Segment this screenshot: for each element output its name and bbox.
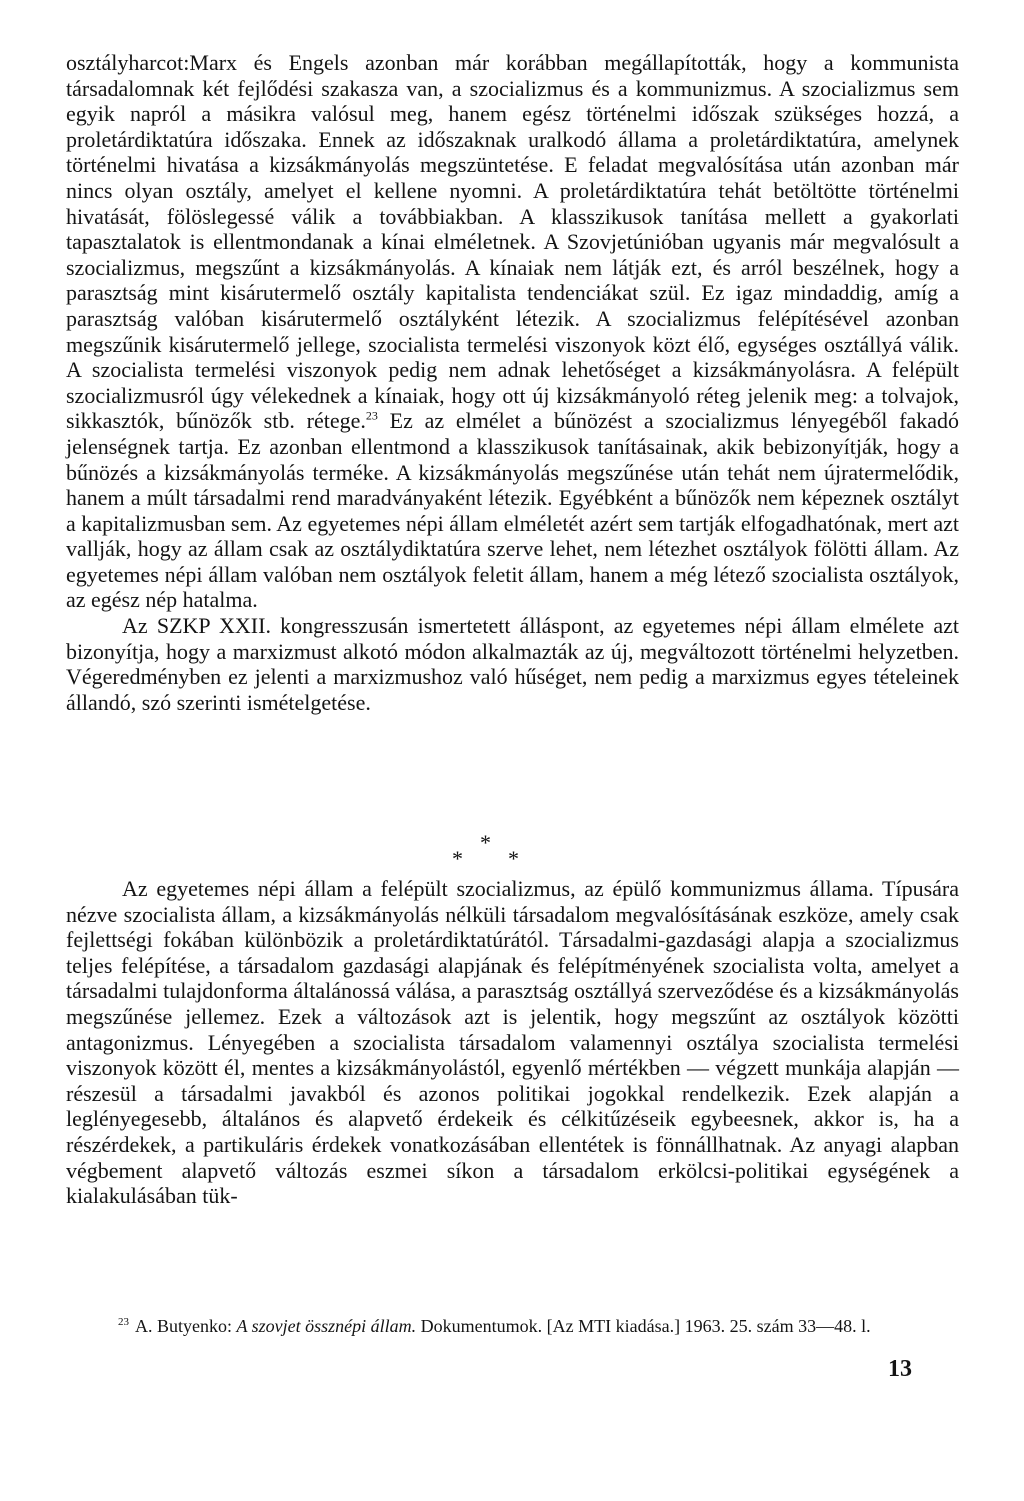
paragraph-1-part-a: osztályharcot:Marx és Engels azonban már korábban megállapították, hogy a kommunista társadalomnak két fejlődési szakasza van, a szocializmus és a kommunizmus. A szocializmus sem egyik napról a másikra valósul meg, hanem egész történelmi időszak szükséges hozzá, a proletárdiktatúra időszaka. Ennek az időszaknak uralkodó állama a proletárdiktatúra, amelynek történelmi hivatása a kizsákmányolás megszüntetése. E feladat megvalósítása után azonban már nincs olyan osztály, amelyet el kellene nyomni. A proletárdiktatúra tehát betöltötte történelmi hivatását, fölöslegessé válik a továbbiakban. A klasszikusok tanítása mellett a gyakorlati tapasztalatok is ellentmondanak a kínai elméletnek. A Szovjetúnióban ugyanis már megvalósult a szocializmus, megszűnt a kizsákmányolás. A kínaiak nem látják ezt, és arról beszélnek, hogy a parasztság mint kisárutermelő osztály kapitalista tendenciákat szül. Ez igaz mindaddig, amíg a parasztság valóban kisárutermelő osztályként létezik. A szocializmus felépítésével azonban megszűnik kisárutermelő jellege, szocialista termelési viszonyok közt élő, egységes osztállyá válik. A szocialista termelési viszonyok pedig nem adnak lehetőséget a kizsákmányolásra. A felépült szocializmusról úgy vélekednek a kínaiak, hogy ott új kizsákmányoló réteg jelenik meg: a tolvajok, sikkasztók, bűnözők stb. rétege.	[66, 50, 959, 434]
footnote-details: Dokumentumok. [Az MTI kiadása.] 1963. 25. szám 33—48. l.	[416, 1316, 871, 1336]
footnote-title: A szovjet össznépi állam.	[236, 1316, 417, 1336]
section-text-block	[66, 876, 959, 1209]
footnote-mark: 23	[118, 1316, 129, 1328]
section-separator	[440, 826, 530, 874]
separator-star-top: *	[480, 830, 491, 855]
footnote-author: A. Butyenko:	[135, 1316, 237, 1336]
footnote	[118, 1311, 908, 1337]
paragraph-1-part-b: Ez az elmélet a bűnözést a szocializmus lényegéből fakadó jelenségnek tartja. Ez azonban ellentmond a klasszikusok tanításainak, akik bebizonyítják, hogy a bűnözés a kizsákmányolás terméke. A kizsákmányolás megszűnése után tehát nem újratermelődik, hanem a múlt társadalmi rend maradványaként létezik. Egyébként a bűnözők nem képeznek osztályt a kapitalizmusban sem. Az egyetemes népi állam elméletét azért sem tartják elfogadhatónak, mert azt vallják, hogy az állam csak az osztálydiktatúra szerve lehet, nem létezhet osztályok fölötti állam. Az egyetemes népi állam valóban nem osztályok feletit állam, hanem a még létező szocialista osztályok, az egész nép hatalma.	[66, 408, 959, 613]
separator-star-right: *	[508, 846, 519, 871]
separator-star-left: *	[452, 846, 463, 871]
paragraph-3: Az egyetemes népi állam a felépült szocializmus, az épülő kommunizmus állama. Típusára nézve szocialista állam, a kizsákmányolás nélküli társadalom megvalósításának eszköze, amely csak fejlettségi fokában különbözik a proletárdiktatúrától. Társadalmi-gazdasági alapja a szocializmus teljes felépítése, a társadalom gazdasági alapjának és felépítményének szocialista volta, amelyet a társadalmi tulajdonforma általánossá válása, a parasztság osztállyá szerveződése és a kizsákmányolás megszűnése jellemez. Ezek a változások azt is jelentik, hogy megszűnt az osztályok közötti antagonizmus. Lényegében a szocialista társadalom valamennyi osztálya szocialista termelési viszonyok között él, mentes a kizsákmányolástól, egyenlő mértékben — végzett munkája alapján — részesül a társadalmi javakból és azonos politikai jogokkal rendelkezik. Ezek alapján a leglényegesebb, általános és alapvető érdekeik és célkitűzéseik egybeesnek, akkor is, ha a részérdekek, a partikuláris érdekek vonatkozásában ellentétek is fönnállhatnak. Az anyagi alapban végbement alapvető változás eszmei síkon a társadalom erkölcsi-politikai egységének a kialakulásában tük-	[66, 876, 959, 1209]
main-text-block	[66, 50, 959, 715]
footnote-reference: 23	[365, 408, 378, 423]
paragraph-1	[66, 50, 959, 613]
page-number: 13	[888, 1356, 912, 1382]
paragraph-2: Az SZKP XXII. kongresszusán ismertetett álláspont, az egyetemes népi állam elmélete azt bizonyítja, hogy a marxizmust alkotó módon alkalmazták az új, megváltozott történelmi helyzetben. Végeredményben ez jelenti a marxizmushoz való hűséget, nem pedig a marxizmus egyes tételeinek állandó, szó szerinti ismételgetése.	[66, 613, 959, 715]
